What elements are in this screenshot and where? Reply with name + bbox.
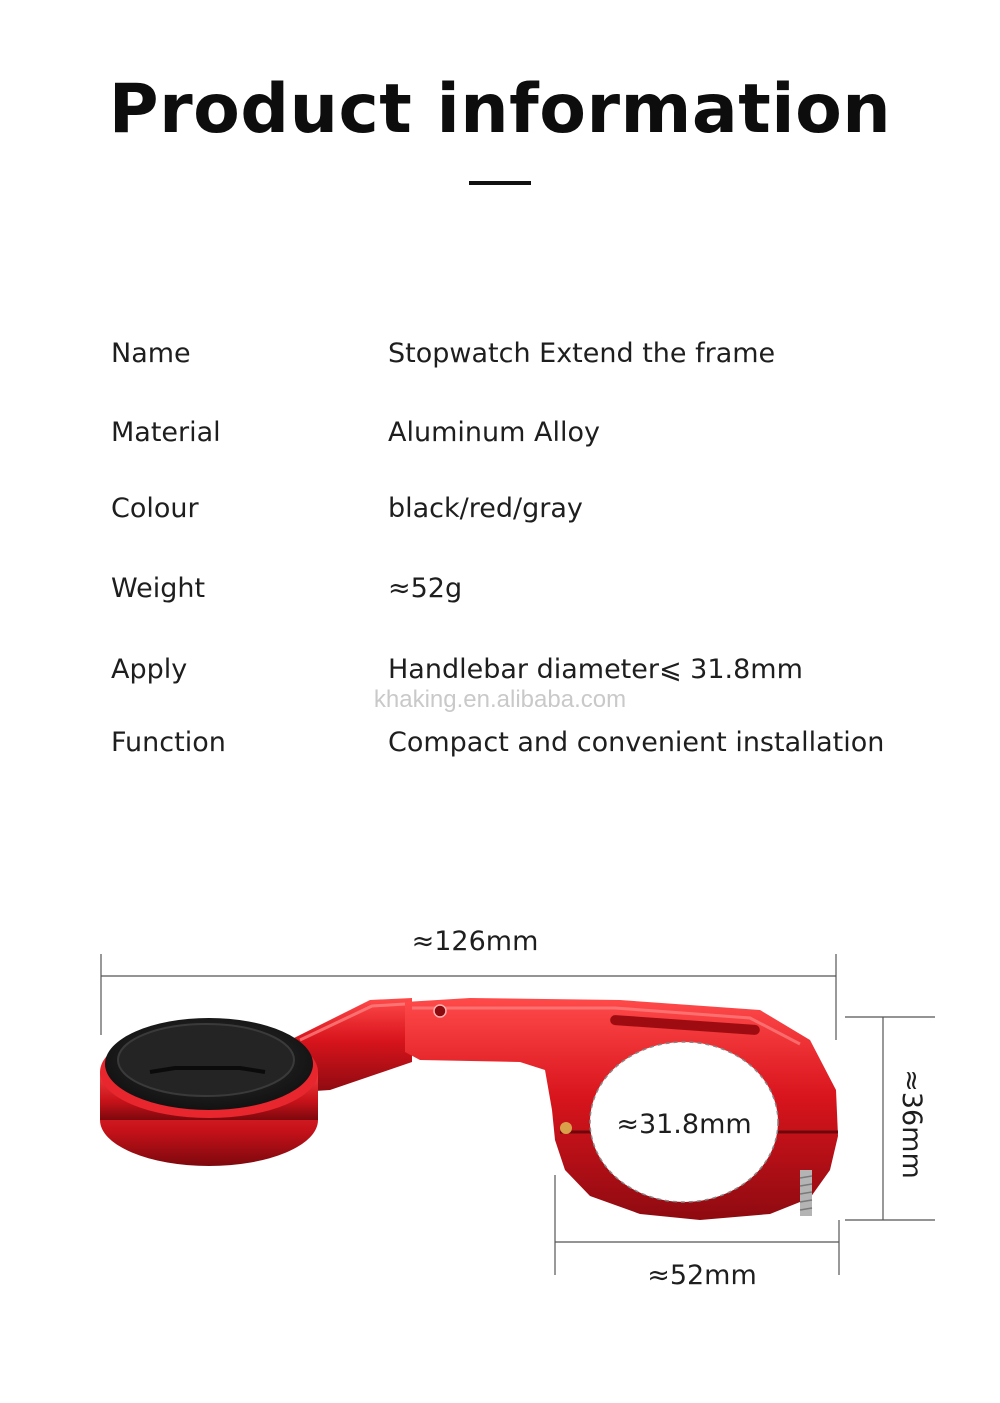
- height-label: ≈36mm: [896, 1069, 927, 1179]
- spec-value: Aluminum Alloy: [388, 417, 600, 448]
- spec-row-name: [0, 338, 1000, 378]
- spec-row-function: [0, 727, 1000, 767]
- spec-value: Stopwatch Extend the frame: [388, 338, 776, 369]
- watermark: khaking.en.alibaba.com: [373, 686, 627, 713]
- spec-label: Function: [111, 727, 226, 758]
- spec-label: Apply: [111, 654, 188, 685]
- spec-label: Material: [111, 417, 221, 448]
- spec-value: black/red/gray: [388, 493, 583, 524]
- clamp-width-label: ≈52mm: [647, 1260, 757, 1291]
- product-dimension-diagram: [0, 900, 1000, 1320]
- spec-row-colour: [0, 493, 1000, 533]
- clamp-diameter-label: ≈31.8mm: [616, 1109, 752, 1140]
- spec-label: Weight: [111, 573, 206, 604]
- spec-value: Handlebar diameter⩽ 31.8mm: [388, 654, 803, 685]
- spec-row-material: [0, 417, 1000, 457]
- height-dimension: [845, 1017, 935, 1220]
- product-mount: [100, 998, 838, 1220]
- spec-value: Compact and convenient installation: [388, 727, 885, 758]
- spec-row-weight: [0, 573, 1000, 613]
- spec-label: Colour: [111, 493, 199, 524]
- title-underline: [469, 181, 531, 185]
- spec-label: Name: [111, 338, 191, 369]
- page-title: Product information: [108, 70, 892, 149]
- spec-value: ≈52g: [388, 573, 463, 604]
- length-label: ≈126mm: [411, 926, 539, 957]
